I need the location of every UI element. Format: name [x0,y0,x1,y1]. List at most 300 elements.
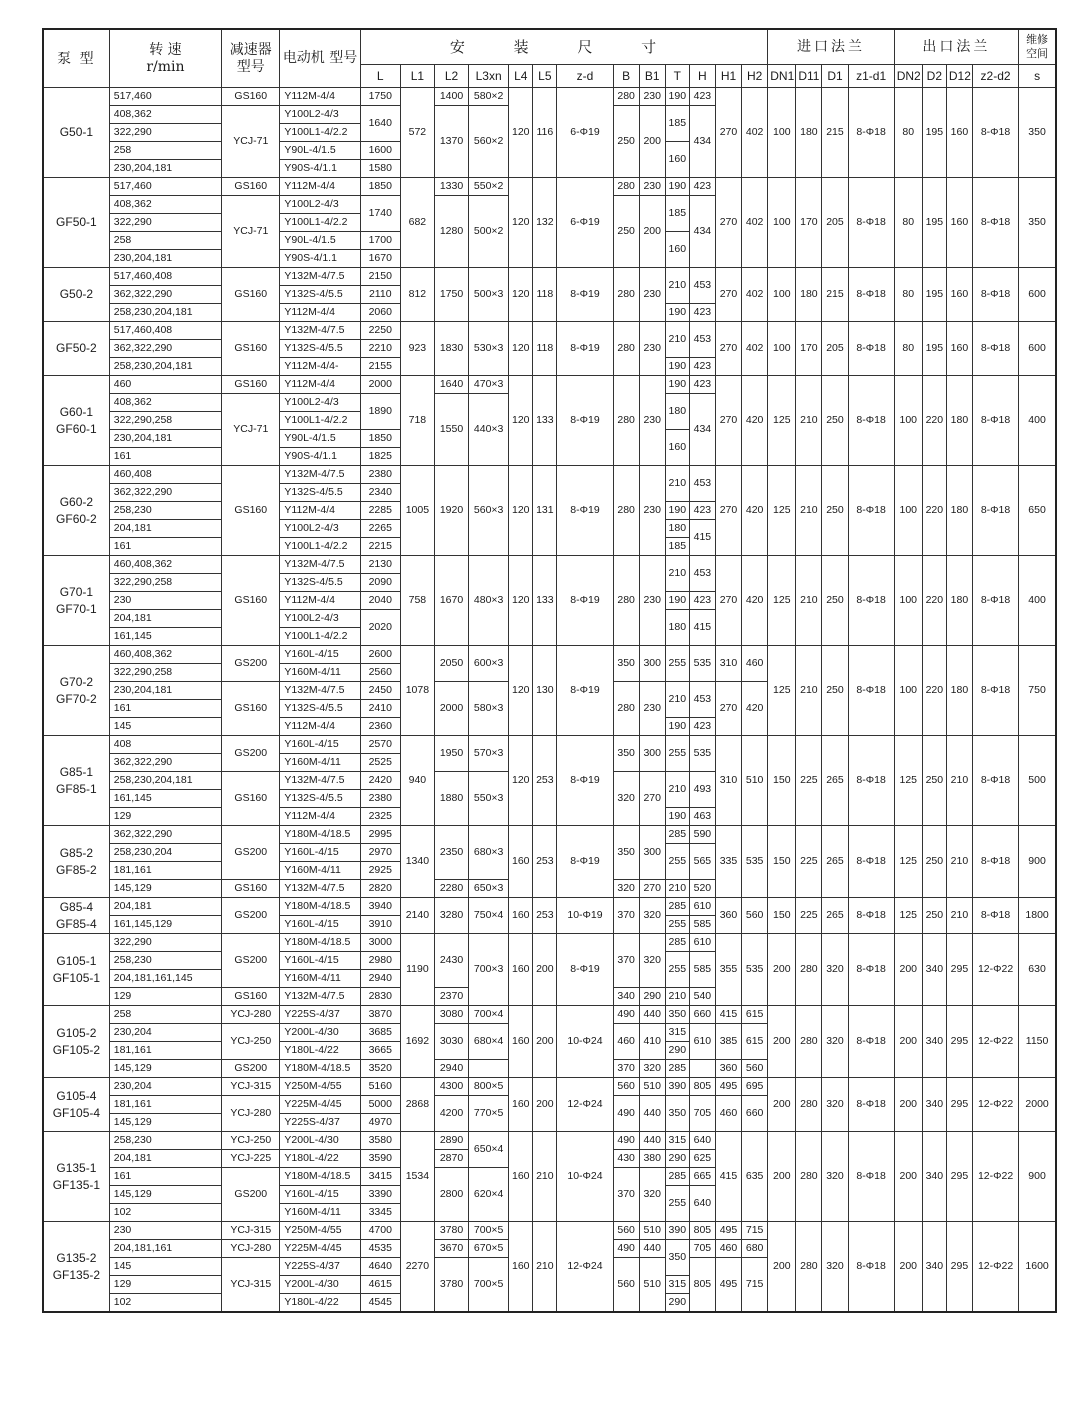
table-cell: Y112M-4/4 [280,592,360,610]
table-cell: 120 [509,646,533,736]
table-cell: 1340 [400,826,434,898]
table-cell: 1670 [360,250,400,268]
table-cell: 2140 [400,898,434,934]
table-cell: Y132M-4/7.5 [280,880,360,898]
table-cell: 280 [613,376,639,466]
table-cell: 100 [894,646,922,736]
table-cell: 253 [533,898,557,934]
table-cell: 161,145 [109,790,221,808]
pump-model-label: GF70-1 [56,601,97,616]
table-cell: 295 [946,1078,972,1132]
table-cell: 210 [533,1132,557,1222]
table-cell: 517,460,408 [109,322,221,340]
pump-model-label: GF50-1 [56,215,97,230]
table-cell: 320 [639,1060,665,1078]
table-cell: 100 [768,268,796,322]
table-cell: 250 [822,466,848,556]
table-cell: 2890 [434,1132,468,1150]
table-cell: 423 [689,358,715,376]
table-cell: 805 [689,1222,715,1240]
table-cell: 12-Φ24 [557,1078,613,1132]
table-cell: 408,362 [109,196,221,214]
table-cell: Y180M-4/18.5 [280,826,360,844]
table-cell: 125 [768,646,796,736]
table-cell: 350 [613,826,639,880]
table-cell: 490 [613,1096,639,1132]
table-cell: 2250 [360,322,400,340]
table-cell: 280 [613,466,639,556]
table-cell: 550×3 [469,772,509,826]
table-cell: 580×3 [469,682,509,736]
table-cell: 131 [533,466,557,556]
table-cell: 280 [613,178,639,196]
table-cell: 3940 [360,898,400,916]
table-cell: 4535 [360,1240,400,1258]
table-cell: 285 [665,826,689,844]
table-cell: 495 [715,1258,741,1313]
table-cell: 80 [894,322,922,376]
table-cell: 434 [689,196,715,268]
table-cell: 423 [689,304,715,322]
table-cell: 408 [109,736,221,754]
table-cell: 295 [946,1132,972,1222]
table-cell: 160 [509,898,533,934]
table-cell: 460,408,362 [109,556,221,574]
table-cell: 160 [509,1006,533,1078]
pump-model-cell [43,1132,109,1222]
table-cell: 253 [533,736,557,826]
pump-model-cell [43,322,109,376]
table-cell: 12-Φ22 [972,1078,1018,1132]
table-cell: Y112M-4/4 [280,88,360,106]
col-z1-d1: z1-d1 [848,65,894,88]
table-cell: 2285 [360,502,400,520]
table-cell: 250 [822,646,848,736]
table-cell: 80 [894,178,922,268]
table-cell: 160 [509,1222,533,1313]
table-cell: 758 [400,556,434,646]
table-cell: 255 [665,952,689,988]
table-cell: 362,322,290 [109,286,221,304]
pump-model-label: G60-1 [59,405,94,420]
table-cell: 210 [946,736,972,826]
table-cell: 3590 [360,1150,400,1168]
table-cell: 290 [665,1294,689,1313]
table-cell: 1800 [1019,898,1056,934]
table-cell: 700×5 [469,1222,509,1240]
table-cell: 560 [613,1222,639,1240]
table-cell: 270 [715,88,741,178]
table-cell: Y160L-4/15 [280,1186,360,1204]
col-DN1: DN1 [768,65,796,88]
table-cell: 204,181 [109,610,221,628]
table-cell: 250 [613,106,639,178]
table-cell: 230 [639,376,665,466]
table-cell: YCJ-315 [222,1222,280,1240]
table-cell: GS200 [222,826,280,880]
table-cell: Y250M-4/55 [280,1222,360,1240]
table-cell: 310 [715,646,741,682]
table-cell: 490 [613,1006,639,1024]
header-row-top [43,29,1056,65]
table-cell: 258 [109,1006,221,1024]
table-cell: GS160 [222,772,280,826]
table-cell: 8-Φ18 [848,322,894,376]
table-cell: 2020 [360,610,400,646]
table-cell: 258,230,204,181 [109,358,221,376]
table-cell: 210 [665,322,689,358]
table-cell: 415 [689,520,715,556]
table-cell: 410 [639,1024,665,1060]
pump-model-cell [43,88,109,178]
table-cell: 565 [689,844,715,880]
pump-model-cell [43,736,109,826]
table-cell: 160 [509,934,533,1006]
table-cell: 453 [689,556,715,592]
table-cell: 610 [689,1024,715,1060]
header-motor-model: 电动机 型号 [280,29,360,88]
table-cell: 205 [822,178,848,268]
table-cell: Y100L1-4/2.2 [280,538,360,556]
table-cell: 210 [796,556,822,646]
table-cell: Y100L2-4/3 [280,196,360,214]
table-cell: 2380 [360,466,400,484]
table-cell: 500×2 [469,196,509,268]
table-cell: 665 [689,1168,715,1186]
table-cell: Y112M-4/4 [280,808,360,826]
table-cell: 2215 [360,538,400,556]
table-cell: 640 [689,1132,715,1150]
pump-spec-sheet [42,28,1057,1313]
table-cell: 210 [796,646,822,736]
table-cell: 362,322,290 [109,340,221,358]
table-cell: YCJ-315 [222,1078,280,1096]
table-cell: 230,204 [109,1078,221,1096]
table-cell: 520 [689,880,715,898]
table-cell: 310 [715,736,741,826]
table-cell: 2410 [360,700,400,718]
table-cell: Y160M-4/11 [280,664,360,682]
table-cell: 415 [715,1006,741,1024]
table-cell: 225 [796,826,822,898]
table-cell: 200 [533,1006,557,1078]
table-cell: 190 [665,88,689,106]
table-cell: 230 [639,556,665,646]
table-cell: Y132S-4/5.5 [280,574,360,592]
table-cell: Y132S-4/5.5 [280,286,360,304]
col-H: H [689,65,715,88]
table-cell: 8-Φ18 [848,556,894,646]
table-cell: 4300 [434,1078,468,1096]
table-cell: 2130 [360,556,400,574]
table-cell: 80 [894,88,922,178]
table-cell: 200 [533,934,557,1006]
table-cell: Y132M-4/7.5 [280,772,360,790]
table-cell: 270 [639,772,665,826]
table-cell: 490 [613,1240,639,1258]
table-cell: 3870 [360,1006,400,1024]
table-cell: Y132M-4/7.5 [280,988,360,1006]
table-cell: 650×4 [469,1132,509,1168]
table-cell: 280 [613,88,639,106]
table-cell: 258 [109,142,221,160]
table-cell: 204,181 [109,898,221,916]
table-cell: 290 [639,988,665,1006]
table-cell: 1600 [360,142,400,160]
pump-model-label: GF135-1 [52,1177,101,1192]
table-cell: 160 [946,178,972,268]
pump-model-label: G85-2 [59,846,94,861]
table-cell: 3685 [360,1024,400,1042]
table-cell: 560 [742,898,768,934]
table-cell: 600 [1019,268,1056,322]
table-cell: 253 [533,826,557,898]
table-cell: 2360 [360,718,400,736]
table-cell: 200 [894,1006,922,1078]
table-cell: 322,290 [109,214,221,232]
table-cell: 322,290,258 [109,664,221,682]
table-cell: 2868 [400,1078,434,1132]
table-cell: Y160M-4/11 [280,1204,360,1222]
header-speed-label: 转 速 [149,41,182,58]
table-cell: 470×3 [469,376,509,394]
table-cell: 258 [109,232,221,250]
table-cell: 510 [742,736,768,826]
table-cell: 453 [689,268,715,304]
table-cell: YCJ-250 [222,1132,280,1150]
table-cell: 517,460 [109,88,221,106]
table-cell: GS160 [222,268,280,322]
table-cell: 460,408 [109,466,221,484]
table-cell: 161 [109,700,221,718]
table-cell: 2980 [360,952,400,970]
table-cell: 170 [796,322,822,376]
table-cell: 160 [665,142,689,178]
pump-model-label: GF85-1 [56,781,97,796]
table-cell: 250 [922,826,946,898]
table-cell: 12-Φ22 [972,1222,1018,1313]
table-cell: 129 [109,988,221,1006]
pump-model-cell [43,1222,109,1313]
table-cell: 6-Φ19 [557,88,613,178]
pump-model-label: G70-1 [59,585,94,600]
table-cell: 280 [796,1132,822,1222]
table-cell: 3780 [434,1258,468,1313]
table-cell: 680×3 [469,826,509,880]
table-cell: 705 [689,1096,715,1132]
table-cell: 2060 [360,304,400,322]
header-speed-unit: r/min [146,58,185,75]
table-cell: 350 [1019,178,1056,268]
table-cell: 220 [922,556,946,646]
table-cell: 460 [715,1240,741,1258]
pump-model-label: G85-4 [59,900,94,915]
table-cell: 102 [109,1204,221,1222]
table-cell: GS200 [222,898,280,934]
table-cell: 210 [796,466,822,556]
table-cell: 362,322,290 [109,484,221,502]
table-cell: 8-Φ18 [848,88,894,178]
table-cell: 1890 [360,394,400,430]
table-cell: 200 [894,1132,922,1222]
table-cell: 204,181,161,145 [109,970,221,988]
pump-model-label: G50-1 [59,125,94,140]
table-cell: 420 [742,556,768,646]
pump-model-label: GF85-2 [56,862,97,877]
col-L: L [360,65,400,88]
table-cell: 161,145,129 [109,916,221,934]
table-cell: 285 [665,898,689,916]
table-cell: 8-Φ19 [557,736,613,826]
table-cell: 650 [1019,466,1056,556]
table-cell: 220 [922,376,946,466]
table-cell: 225 [796,736,822,826]
table-cell: 230,204 [109,1024,221,1042]
table-row [43,376,1056,394]
pump-model-label: GF60-2 [56,511,97,526]
table-cell: 230 [639,268,665,322]
table-cell: 300 [639,826,665,880]
table-cell: GS160 [222,322,280,376]
table-cell: 255 [665,844,689,880]
table-cell: 230 [639,88,665,106]
table-cell: 8-Φ18 [972,556,1018,646]
table-cell: 190 [665,304,689,322]
table-cell: 125 [894,736,922,826]
table-cell: 125 [894,898,922,934]
table-cell: 270 [715,466,741,556]
table-cell: Y180L-4/22 [280,1042,360,1060]
table-cell: 210 [665,268,689,304]
table-row [43,268,1056,286]
table-cell: 900 [1019,826,1056,898]
table-cell: 1580 [360,160,400,178]
col-L5: L5 [533,65,557,88]
table-cell: 230,204,181 [109,250,221,268]
table-cell: 615 [742,1006,768,1024]
table-cell: 8-Φ18 [848,1078,894,1132]
table-cell: 160 [665,232,689,268]
table-cell: 190 [665,808,689,826]
pump-model-label: GF105-4 [52,1105,101,1120]
table-cell: GS200 [222,736,280,772]
table-cell: 1370 [434,106,468,178]
table-cell: Y132S-4/5.5 [280,700,360,718]
pump-dimensions-table [42,28,1057,1313]
table-cell: GS160 [222,178,280,196]
table-cell: 8-Φ19 [557,466,613,556]
table-cell: Y112M-4/4 [280,718,360,736]
table-cell: 535 [742,934,768,1006]
table-cell: 181,161 [109,1096,221,1114]
table-cell: 320 [613,880,639,898]
table-cell: 440 [639,1240,665,1258]
table-cell: 120 [509,376,533,466]
pump-model-cell [43,376,109,466]
table-cell: 8-Φ19 [557,376,613,466]
table-cell: 1190 [400,934,434,1006]
table-cell: 670×5 [469,1240,509,1258]
table-cell: 102 [109,1294,221,1313]
pump-model-cell [43,826,109,898]
table-cell: 3910 [360,916,400,934]
table-cell: 190 [665,592,689,610]
table-cell: 190 [665,178,689,196]
table-cell: 3520 [360,1060,400,1078]
table-cell: Y160M-4/11 [280,970,360,988]
table-cell: 350 [1019,88,1056,178]
table-cell: 170 [796,178,822,268]
table-cell: 258,230 [109,952,221,970]
table-cell: 195 [922,322,946,376]
table-cell: 180 [796,88,822,178]
table-cell: 620×4 [469,1168,509,1222]
table-cell: 230,204,181 [109,682,221,700]
table-cell: GS200 [222,646,280,682]
table-cell: 2870 [434,1150,468,1168]
table-cell: 320 [822,1132,848,1222]
table-cell: 185 [665,538,689,556]
table-cell: 180 [665,520,689,538]
table-cell: Y180M-4/18.5 [280,1060,360,1078]
table-cell: 8-Φ18 [972,736,1018,826]
table-cell: 2820 [360,880,400,898]
table-cell: 322,290,258 [109,412,221,430]
pump-model-label: GF135-2 [52,1267,101,1282]
table-cell: 4700 [360,1222,400,1240]
table-cell: 2600 [360,646,400,664]
table-cell: 2525 [360,754,400,772]
table-cell: Y180L-4/22 [280,1294,360,1313]
table-cell: 1670 [434,556,468,646]
table-cell: Y100L2-4/3 [280,520,360,538]
table-cell: 8-Φ18 [848,1222,894,1313]
table-cell: Y225M-4/45 [280,1240,360,1258]
table-cell: 430 [613,1150,639,1168]
table-cell: 250 [822,376,848,466]
table-cell: Y132M-4/7.5 [280,682,360,700]
table-cell: 370 [613,1168,639,1222]
table-row [43,646,1056,664]
table-cell: 805 [689,1258,715,1313]
table-cell: 2570 [360,736,400,754]
table-cell: Y90S-4/1.1 [280,448,360,466]
table-cell: 3580 [360,1132,400,1150]
pump-model-cell [43,898,109,934]
table-cell: 220 [922,466,946,556]
table-cell: 250 [922,736,946,826]
table-cell: GS160 [222,880,280,898]
table-cell: 8-Φ18 [848,1006,894,1078]
table-cell: 132 [533,178,557,268]
table-cell: Y112M-4/4 [280,304,360,322]
table-cell: 145,129 [109,1060,221,1078]
table-cell: 100 [894,376,922,466]
table-row [43,88,1056,106]
table-cell: 2110 [360,286,400,304]
table-cell: Y200L-4/30 [280,1276,360,1294]
table-cell: 1150 [1019,1006,1056,1078]
table-cell: 480×3 [469,556,509,646]
table-cell: 8-Φ18 [848,646,894,736]
table-cell: 300 [639,646,665,682]
table-cell: Y100L2-4/3 [280,394,360,412]
table-cell: Y132M-4/7.5 [280,556,360,574]
col-L4: L4 [509,65,533,88]
col-B1: B1 [639,65,665,88]
table-cell: 185 [665,196,689,232]
table-row [43,466,1056,484]
